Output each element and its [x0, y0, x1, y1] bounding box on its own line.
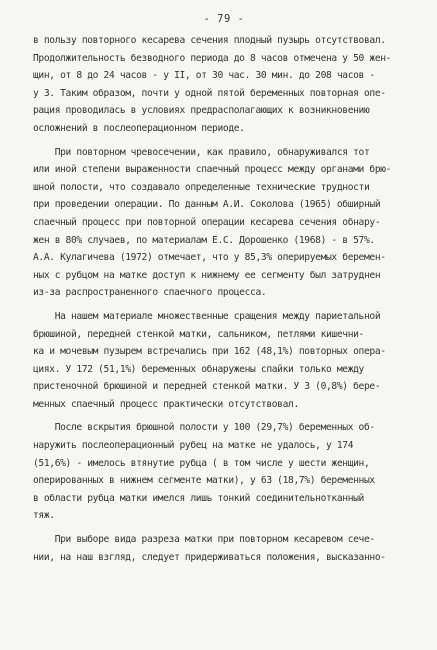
text-line: спаечный процесс при повторной операции кесарева сечения обнару-: [33, 216, 381, 228]
paragraph-5: [33, 531, 415, 566]
page-number: - 79 -: [203, 13, 245, 25]
paragraph-2: [33, 144, 415, 302]
text-line: или иной степени выраженности спаечный процесс между органами брю-: [33, 164, 392, 176]
paragraph-1: [33, 32, 415, 138]
text-line: После вскрытия брюшной полости у 100 (29,7%) беременных об-: [33, 422, 375, 434]
text-line: жен в 80% случаев, по материалам Е.С. Дорошенко (1968) - в 57%.: [33, 234, 375, 246]
text-line: шной полости, что создавало определенные технические трудности: [33, 181, 370, 193]
text-line: у 3. Таким образом, почти у одной пятой беременных повторная опе-: [33, 87, 386, 99]
text-line: На нашем материале множественные сращения между париетальной: [33, 310, 381, 322]
text-line: А.А. Кулагичева (1972) отмечает, что у 85,3% оперируемых беремен-: [33, 252, 386, 264]
text-line: менных спаечный процесс практически отсутствовал.: [33, 398, 299, 410]
text-line: Продолжительность безводного периода до 8 часов отмечена у 50 жен-: [33, 52, 392, 64]
text-line: ка и мочевым пузырем встречались при 162 (48,1%) повторных опера-: [33, 346, 386, 358]
text-line: ных с рубцом на матке доступ к нижнему ее сегменту был затруднен: [33, 269, 381, 281]
text-line: циях. У 172 (51,1%) беременных обнаружены спайки только между: [33, 363, 364, 375]
text-line: оперированных в нижнем сегменте матки), у 63 (18,7%) беременных: [33, 475, 375, 487]
text-line: нии, на наш взгляд, следует придерживаться положения, высказанно-: [33, 551, 386, 563]
text-line: в пользу повторного кесарева сечения плодный пузырь отсутствовал.: [33, 35, 386, 46]
paragraph-4: [33, 419, 415, 525]
text-line: наружить послеоперационный рубец на матке не удалось, у 174: [33, 440, 354, 452]
text-line: щин, от 8 до 24 часов - у II, от 30 час. 30 мин. до 208 часов -: [33, 70, 375, 82]
text-line: пристеночной брюшиной и передней стенкой матки. У 3 (0,8%) бере-: [33, 381, 381, 393]
text-line: осложнений в послеоперационном периоде.: [33, 122, 245, 134]
text-line: (51,6%) - имелось втянутие рубца ( в том числе у шести женщин,: [33, 457, 370, 469]
text-line: при проведении операции. По данным А.И. Соколова (1965) обширный: [33, 199, 381, 211]
paragraph-3: [33, 308, 415, 414]
text-line: в области рубца матки имелся лишь тонкий соединительнотканный: [33, 492, 364, 504]
text-line: из-за распространенного спаечного процесса.: [33, 287, 267, 299]
text-line: При выборе вида разреза матки при повторном кесаревом сече-: [33, 534, 375, 546]
text-line: рация проводилась в условиях предрасполагающих к возникновению: [33, 105, 370, 117]
text-line: При повторном чревосечении, как правило, обнаруживался тот: [33, 146, 370, 158]
text-line: брюшиной, передней стенкой матки, сальником, петлями кишечни-: [33, 328, 364, 340]
text-line: тяж.: [33, 510, 55, 522]
